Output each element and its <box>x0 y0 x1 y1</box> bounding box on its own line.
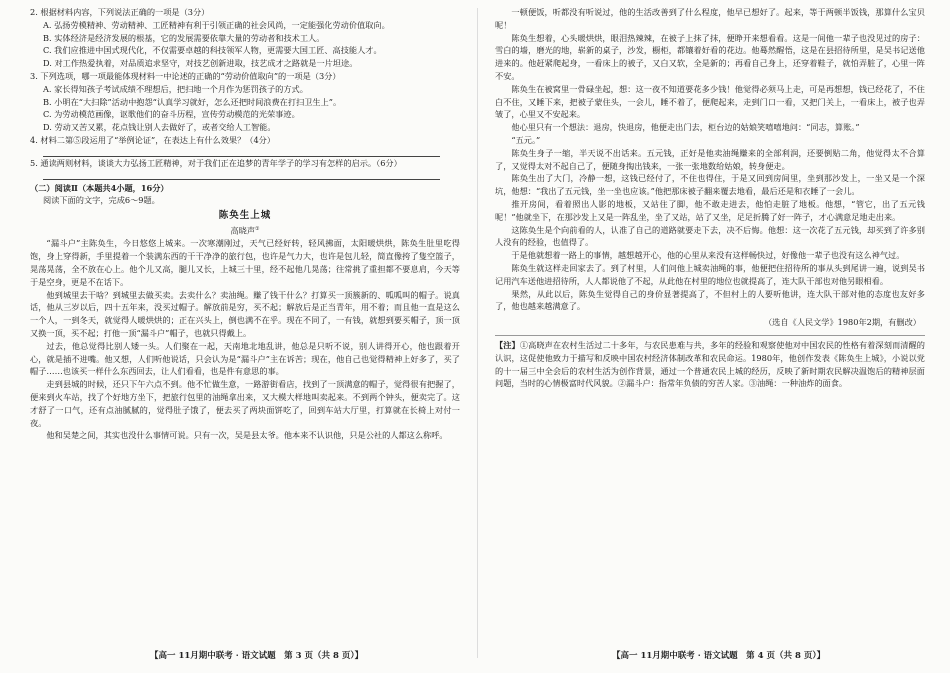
article-paragraph: 陈奂生身子一缩，半天说不出话来。五元钱，正好是他卖油绳赚来的全部利润，还要倒贴二角，他觉得太不合算了，又觉得太对不起自己了，便随身掏出钱来，一张一张地数给姑娘，转身便走。 <box>495 147 925 171</box>
article-paragraph: 一顿便饭，听都没有听说过，他的生活改善到了什么程度，他早已想好了。起来，等于两顿半饭钱，那算什么宝贝呢！ <box>495 7 925 30</box>
article-paragraph: 他心里只有一个想法：退房，快退房，他便走出门去，柜台边的姑娘笑嘻嘻地问：“同志，算账。” <box>511 122 860 133</box>
article-paragraph: 推开房间，看着照出人影的地板，又站住了脚，他不敢走进去，他怕走脏了地板。他想，“管它，出了五元钱呢！”他就坐下，在那沙发上又是一阵乱坐，坐了又站，站了又坐，足足折腾了好一阵子，才心满意足地走出来。 <box>495 198 925 222</box>
question-4: 4. 材料二第⑤段运用了“举例论证”，在表达上有什么效果？（4分） <box>30 134 276 145</box>
footnote-block <box>495 335 925 390</box>
q3-option-c: C. 为劳动模范画像，讴歌他们的奋斗历程，宣传劳动模范的光荣事迹。 <box>43 109 300 120</box>
article-paragraph: 走到县城的时候，还只下午六点不到。他不忙做生意，一路游街看店，找到了一顶满意的帽子，觉得很有把握了，便来到火车站，找了个好地方坐下，把旅行包里的油绳拿出来，又大模大样地叫卖起来。不到两个钟头，便卖完了。这才舒了一口气，还有点油腻腻的，觉得肚子饿了，便去买了两块面饼吃了，回到车站大厅里，打算就在长椅上对付一夜。 <box>30 379 460 428</box>
q2-option-d: D. 对工作热爱执着，对品质追求坚守，对技艺创新进取，技艺成才之路就是一片坦途。 <box>43 58 358 69</box>
article-source: （选自《人民文学》1980年2期，有删改） <box>763 317 921 328</box>
article-paragraph: 果然，从此以后，陈奂生觉得自己的身价显著提高了，不但村上的人要听他讲，连大队干部对他的态度也友好多了，他也越来越满意了。 <box>495 288 925 312</box>
article-paragraph: 过去，他总觉得比别人矮一头。人们聚在一起，天南地北地乱讲，他总是只听不说，别人讲得开心，他也跟着开心，就是插不进嘴。他又想，人们听他说话，只会认为是“漏斗户”主在诉苦；现在，他自己也觉得精神上好多了，买了帽子……也该买一样什么东西回去，让人们看看，也是件有意思的事。 <box>30 340 460 377</box>
article-title: 陈奂生上城 <box>218 210 272 222</box>
question-3-stem: 3. 下列选项，哪一项最能体现材料一中论述的正确的“劳动价值取向”的一项是（3分） <box>30 70 341 81</box>
article-paragraph: 他和吴楚之间，其实也没什么事情可说。只有一次，吴是县太爷。他本来不认识他，只是公社的人都这么称呼。 <box>46 430 448 441</box>
question-2-stem: 2. 根据材料内容，下列说法正确的一项是（3分） <box>30 7 210 17</box>
article-paragraph: “漏斗户”主陈奂生，今日悠悠上城来。一次寒潮刚过，天气已经好转，轻风拂面，太阳暖烘烘，陈奂生肚里吃得饱，身上穿得新，手里提着一个装满东西的干干净净的旅行包，也许是气力大，也许是包儿轻，简直像挎了隻空篮子，晃荡晃荡，全不放在心上。他个儿又高，腿儿又长，上城三十里，经不起他几晃荡；往常挑了重担都不要息肩，今天等于是空身，更是不在话下。 <box>30 238 460 287</box>
article-author <box>30 223 460 238</box>
answer-line-5 <box>30 179 460 180</box>
article-paragraph: 这陈奂生是个向前看的人，认准了自己的道路就要走下去，决不后悔。他想：这一次花了五元钱，却买到了许多别人没有的经验，也值得了。 <box>495 224 925 248</box>
footnote-label: 【注】 <box>495 339 520 350</box>
page-4 <box>495 6 925 642</box>
q3-option-a: A. 家长得知孩子考试成绩不理想后，把扫地一个月作为惩罚孩子的方式。 <box>43 83 308 94</box>
q2-option-b: B. 实体经济是经济发展的根基，它的发展需要依靠大量的劳动者和技术工人。 <box>43 32 325 43</box>
article-paragraph: 陈奂生想着，心头暖烘烘，眼泪热辣辣，在被子上抹了抹，便睁开来想看看。这是一间他一辈子也没见过的房子：雪白的墙，磨光的地，崭新的桌子，沙发，橱柜，都镶着好看的花边。他蓦然醒悟，这是在县招待所里，是吴书记送他进来的。他赶紧爬起身，一看床上的被子，又白又软，全是新的；再看自己身上，还穿着鞋子，就怕弄脏了，心里一阵不安。 <box>495 32 925 81</box>
q3-option-b: B. 小明在“大扫除”活动中抱怨“认真学习就好，怎么还把时间浪费在打扫卫生上”。 <box>43 96 342 107</box>
section-heading: （二）阅读Ⅱ（本题共4小题，16分） <box>30 182 169 193</box>
footer-page-3: 【高一 11月期中联考 · 语文试题 第 3 页（共 8 页）】 <box>150 651 364 661</box>
question-5: 5. 通读两则材料，谈谈大力弘扬工匠精神，对于我们正在追梦的青年学子的学习有怎样的启示。（6分） <box>30 157 402 168</box>
q3-option-d: D. 劳动又苦又累，花点钱让别人去做好了，或者交给人工智能。 <box>43 122 276 133</box>
article-paragraph: “五元。” <box>511 134 541 145</box>
article-paragraph: 陈奂生在被窝里一骨碌坐起，想：这一夜不知道要花多少钱！他觉得必须马上走，可是再想想，钱已经花了，不住白不住，又睡下来，把被子蒙住头，一会儿，睡不着了，便爬起来，走到门口一看，又把门关上，一看床上，被子也弄皱了，心里又不安起来。 <box>495 83 925 120</box>
article-paragraph: 陈奂生出了大门，冷静一想，这钱已经付了，不住也得住，于是又回到房间里，坐到那沙发上，一坐又是一个深坑，他想：“我出了五元钱，坐一坐也应该。”他把那床被子翻来覆去地看，最后还是和衣睡了一会儿。 <box>495 173 925 197</box>
q2-option-c: C. 我们应推进中国式现代化，不仅需要卓越的科技领军人物，更需要大国工匠、高技能人才。 <box>43 45 382 56</box>
page-divider <box>477 8 478 658</box>
author-name: 高晓声 <box>230 225 256 236</box>
footer-page-4: 【高一 11月期中联考 · 语文试题 第 4 页（共 8 页）】 <box>612 651 826 661</box>
article-paragraph: 陈奂生就这样走回家去了。到了村里，人们问他上城卖油绳的事，他便把住招待所的事从头到尾讲一遍，说到吴书记用汽车送他进招待所，人人都说他了不起，从此他在村里的地位也就提高了，连大队干部也对他另眼相看。 <box>495 262 925 286</box>
page-3 <box>30 6 460 642</box>
reading-instruction: 阅读下面的文字，完成6～9题。 <box>43 195 160 206</box>
article-paragraph: 他到城里去干啥？到城里去做买卖。去卖什么？卖油绳。赚了钱干什么？打算买一顶簇新的、呱呱叫的帽子。说真话，他从三岁以后，四十五年来，没买过帽子。解放前是穷，买不起；解放后是正当青年，用不着；而且他一直是这么一个人，一到冬天，就觉得人暖烘烘的；正在兴头上，倒也满不在乎。现在不同了，一有钱，就想到要买帽子，顶一顶又换一顶，买不起；打他一顶“漏斗户”帽子，也就只得戴上。 <box>30 289 460 339</box>
article-paragraph: 于是他就想着一路上的事情，越想越开心，他的心里从来没有这样畅快过，好像他一辈子也没有这么神气过。 <box>511 250 905 261</box>
author-footnote-mark: ① <box>255 225 260 232</box>
q2-option-a: A. 弘扬劳模精神、劳动精神、工匠精神有利于引领正确的社会风尚，一定能强化劳动价值取向。 <box>43 19 390 30</box>
footnote-text: ①高晓声在农村生活过二十多年，与农民患难与共，多年的经验和观察使他对中国农民的性格有着深刻而清醒的认识，这促使他致力于描写和反映中国农村经济体制改革和农民命运。1980年，他创作发表《陈奂生上城》，小说以党的十一届三中全会后的农村生活为创作背景，通过一个普通农民上城的经历，反映了新时期农民解决温饱后的精神层面问题，当时的心情极富时代风貌。②漏斗户：指常年负债的穷苦人家。③油绳：一种油炸的面食。 <box>495 339 925 389</box>
